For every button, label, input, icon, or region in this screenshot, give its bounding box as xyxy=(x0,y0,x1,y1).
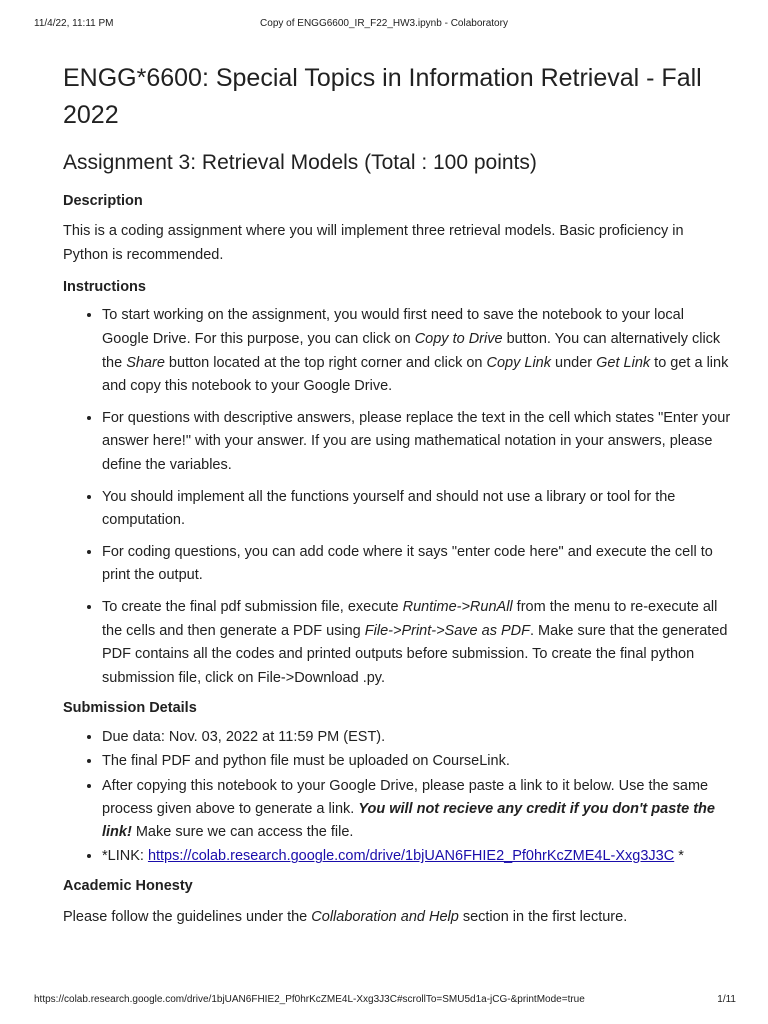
description-text: This is a coding assignment where you will implement three retrieval models. Basic proficiency in Python is recommended. xyxy=(63,223,684,263)
list-item: • For questions with descriptive answers, please replace the text in the cell which states "Enter your answer here!" with your answer. If you are using mathematical notation in your answers, please define the variables. xyxy=(102,406,731,478)
description-heading: Description xyxy=(63,193,143,209)
honesty-heading: Academic Honesty xyxy=(63,877,193,894)
print-footer xyxy=(0,994,768,1008)
instructions-heading: Instructions xyxy=(63,279,146,295)
emphasis-text: Share xyxy=(126,354,165,371)
instructions-list xyxy=(63,303,731,691)
emphasis-text: Runtime->RunAll xyxy=(402,598,513,615)
emphasis-text: Collaboration and Help xyxy=(311,908,459,925)
emphasis-text: Copy Link xyxy=(486,354,551,371)
assignment-subtitle: Assignment 3: Retrieval Models (Total : 100 points) xyxy=(63,151,537,174)
submission-heading: Submission Details xyxy=(63,699,197,716)
list-item: • After copying this notebook to your Google Drive, please paste a link to it below. Use the same process given above to generate a link. You will not recieve any credit if you don't paste the link! Make sure we can access the file. xyxy=(102,774,731,845)
warning-text: You will not recieve any credit if you don't paste the link! xyxy=(102,800,715,841)
print-page-title: Copy of ENGG6600_IR_F22_HW3.ipynb - Colaboratory xyxy=(260,18,508,29)
print-header xyxy=(0,18,768,32)
honesty-text: Please follow the guidelines under the Collaboration and Help section in the first lecture. xyxy=(63,908,628,925)
emphasis-text: Copy to Drive xyxy=(414,330,503,347)
list-item: • Due data: Nov. 03, 2022 at 11:59 PM (EST). xyxy=(102,725,731,749)
emphasis-text: Get Link xyxy=(596,354,651,371)
notebook-content xyxy=(63,60,731,929)
list-item: • *LINK: https://colab.research.google.com/drive/1bjUAN6FHIE2_Pf0hrKcZME4L-Xxg3J3C * xyxy=(102,844,731,868)
print-url: https://colab.research.google.com/drive/1bjUAN6FHIE2_Pf0hrKcZME4L-Xxg3J3C#scrollTo=SMU5d1a-jCG-&printMode=true xyxy=(34,994,585,1005)
list-item: • For coding questions, you can add code where it says "enter code here" and execute the cell to print the output. xyxy=(102,540,731,589)
submission-list xyxy=(63,725,731,869)
emphasis-text: File->Print->Save as PDF xyxy=(364,622,530,639)
page-number: 1/11 xyxy=(717,994,736,1005)
list-item: • To start working on the assignment, you would first need to save the notebook to your local Google Drive. For this purpose, you can click on Copy to Drive button. You can alternatively click the Share button located at the top right corner and click on Copy Link under Get Link to get a link and copy this notebook to your Google Drive. xyxy=(102,303,731,399)
list-item: • To create the final pdf submission file, execute Runtime->RunAll from the menu to re-execute all the cells and then generate a PDF using File->Print->Save as PDF. Make sure that the generated PDF contains all the codes and printed outputs before submission. To create the final python submission file, click on File->Download .py. xyxy=(102,595,731,691)
notebook-link[interactable]: https://colab.research.google.com/drive/1bjUAN6FHIE2_Pf0hrKcZME4L-Xxg3J3C xyxy=(147,848,675,865)
list-item: • The final PDF and python file must be uploaded on CourseLink. xyxy=(102,749,731,773)
list-item: • You should implement all the functions yourself and should not use a library or tool for the computation. xyxy=(102,485,731,534)
page-title: ENGG*6600: Special Topics in Information Retrieval - Fall 2022 xyxy=(63,64,702,129)
print-datetime: 11/4/22, 11:11 PM xyxy=(34,18,114,29)
